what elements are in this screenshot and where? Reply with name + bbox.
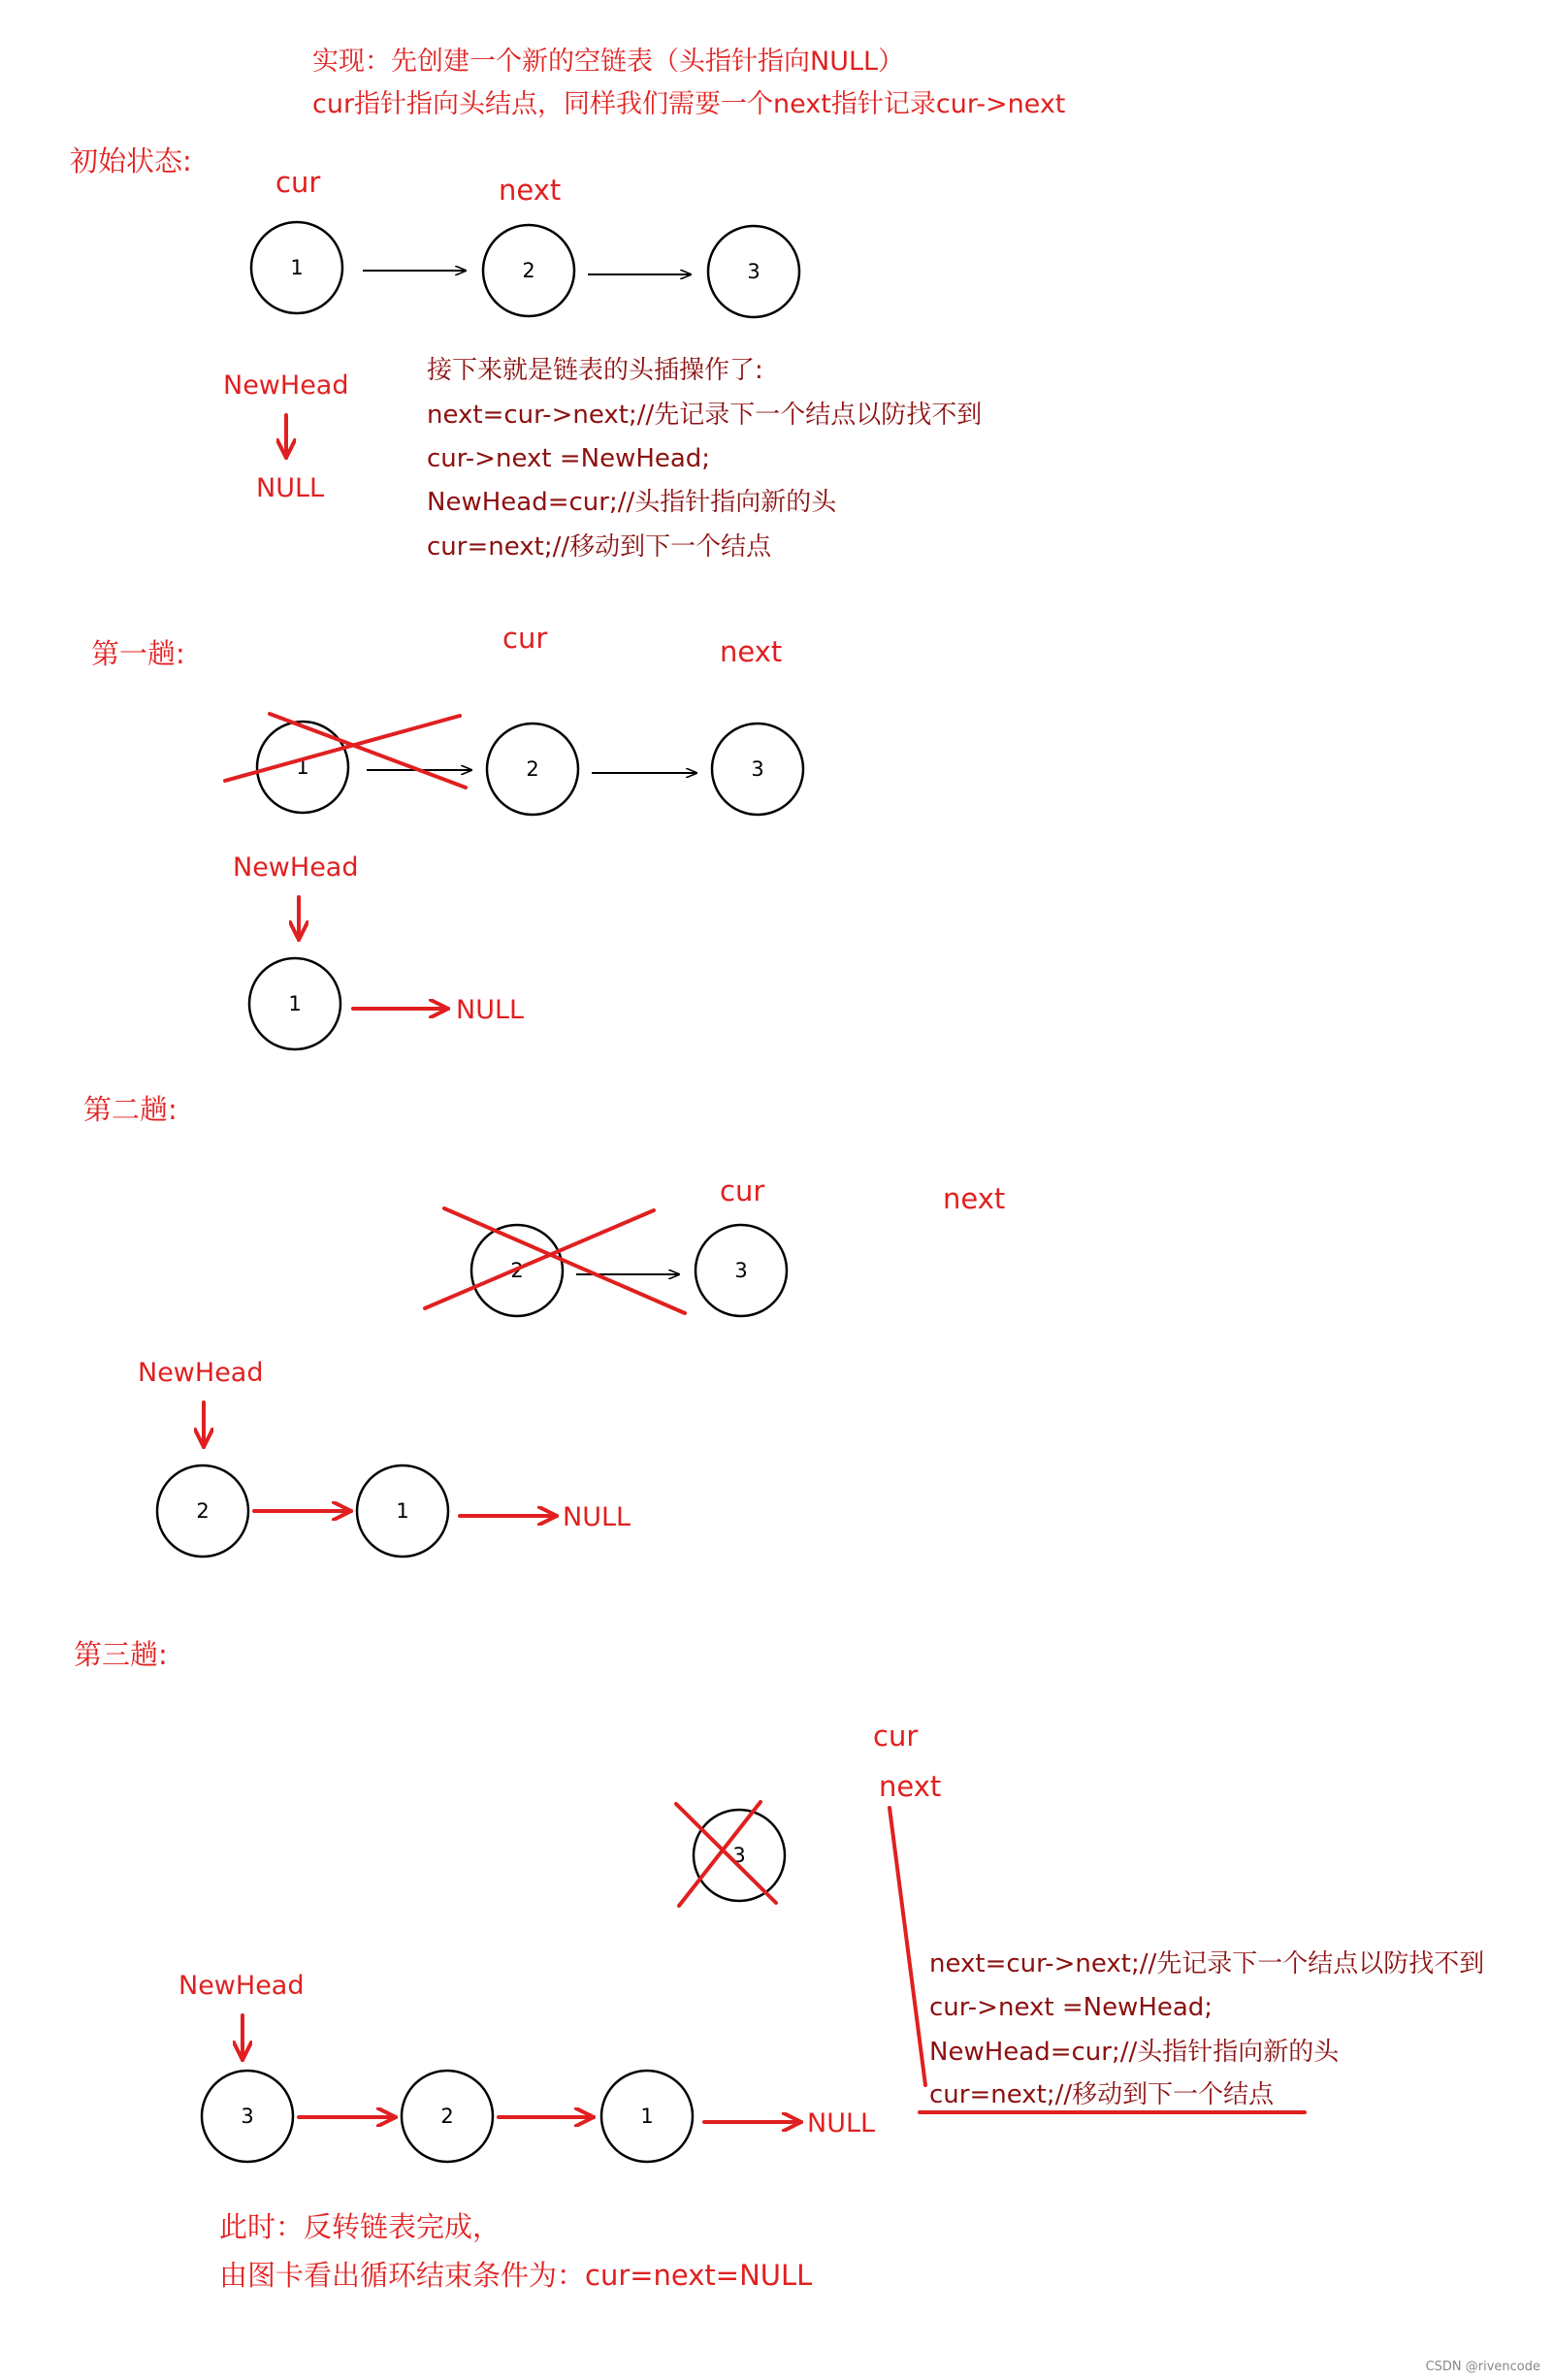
code-line: cur->next =NewHead; <box>427 444 711 473</box>
pass3-new-node-3 <box>202 2071 293 2162</box>
node-value: 1 <box>396 1499 409 1523</box>
pass1-cur-label: cur <box>502 622 548 655</box>
pass1-null-label: NULL <box>456 995 525 1025</box>
code-line: NewHead=cur;//头指针指向新的头 <box>929 2038 1340 2067</box>
stage-pass3-label: 第三趟: <box>74 1638 168 1671</box>
pass2-cur-label: cur <box>720 1174 765 1207</box>
pass1-newhead-label: NewHead <box>233 852 359 883</box>
node-value: 2 <box>522 259 535 282</box>
pass3-new-node-1 <box>601 2071 693 2162</box>
code-line: cur=next;//移动到下一个结点 <box>929 2080 1275 2109</box>
pass3-next-label: next <box>879 1770 942 1803</box>
code-line: cur=next;//移动到下一个结点 <box>427 532 772 562</box>
node-value: 3 <box>751 757 764 781</box>
initial-next-label: next <box>499 174 562 207</box>
code-line: next=cur->next;//先记录下一个结点以防找不到 <box>427 401 983 430</box>
conclusion-line-1: 此时：反转链表完成， <box>219 2210 501 2243</box>
code-block-1-title: 接下来就是链表的头插操作了: <box>427 356 763 385</box>
pass1-node-3 <box>712 724 803 815</box>
code-line: next=cur->next;//先记录下一个结点以防找不到 <box>929 1949 1485 1978</box>
stage-pass1-label: 第一趟: <box>91 637 185 670</box>
initial-newhead-label: NewHead <box>223 370 349 401</box>
node-value: 2 <box>440 2105 454 2128</box>
pass1-next-label: next <box>720 635 783 668</box>
node-value: 2 <box>510 1259 524 1282</box>
pass3-node-3-removed <box>694 1810 785 1901</box>
initial-node-1 <box>251 222 342 313</box>
node-value: 1 <box>288 992 302 1015</box>
node-value: 1 <box>290 256 304 279</box>
initial-null-label: NULL <box>256 473 325 503</box>
pass2-new-node-2 <box>157 1465 248 1557</box>
pass3-cur-label: cur <box>873 1720 919 1753</box>
initial-cur-label: cur <box>275 166 321 199</box>
code-block-1 <box>427 356 982 562</box>
node-value: 2 <box>526 757 539 781</box>
watermark: CSDN @rivencode <box>1425 2360 1540 2374</box>
pass2-next-label: next <box>943 1182 1006 1215</box>
node-value: 2 <box>196 1499 210 1523</box>
node-value: 1 <box>640 2105 654 2128</box>
node-value: 3 <box>734 1259 748 1282</box>
node-value: 3 <box>732 1844 746 1867</box>
code-line: cur->next =NewHead; <box>929 1993 1213 2022</box>
conclusion-line-2: 由图卡看出循环结束条件为：cur=next=NULL <box>219 2259 813 2292</box>
pass3-newhead-label: NewHead <box>178 1971 305 2001</box>
node-value: 3 <box>747 260 760 283</box>
pass2-null-label: NULL <box>563 1502 631 1532</box>
initial-node-3 <box>708 226 799 317</box>
pass3-new-node-2 <box>402 2071 493 2162</box>
pass2-node-3 <box>696 1225 787 1316</box>
initial-node-2 <box>483 225 574 316</box>
code-line: NewHead=cur;//头指针指向新的头 <box>427 488 837 517</box>
stage-initial-label: 初始状态: <box>70 145 192 177</box>
intro-line-1: 实现：先创建一个新的空链表（头指针指向NULL） <box>312 47 905 77</box>
node-value: 1 <box>296 756 309 779</box>
pass2-newhead-label: NewHead <box>138 1358 264 1388</box>
pass3-bracket-line <box>890 1808 925 2085</box>
pass3-null-label: NULL <box>807 2108 876 2139</box>
pass1-new-node-1 <box>249 958 340 1049</box>
code-block-2 <box>929 1949 1484 2109</box>
stage-pass2-label: 第二趟: <box>83 1093 178 1126</box>
node-value: 3 <box>241 2105 254 2128</box>
pass1-node-2 <box>487 724 578 815</box>
intro-line-2: cur指针指向头结点，同样我们需要一个next指针记录cur->next <box>312 89 1066 119</box>
pass2-new-node-1 <box>357 1465 448 1557</box>
